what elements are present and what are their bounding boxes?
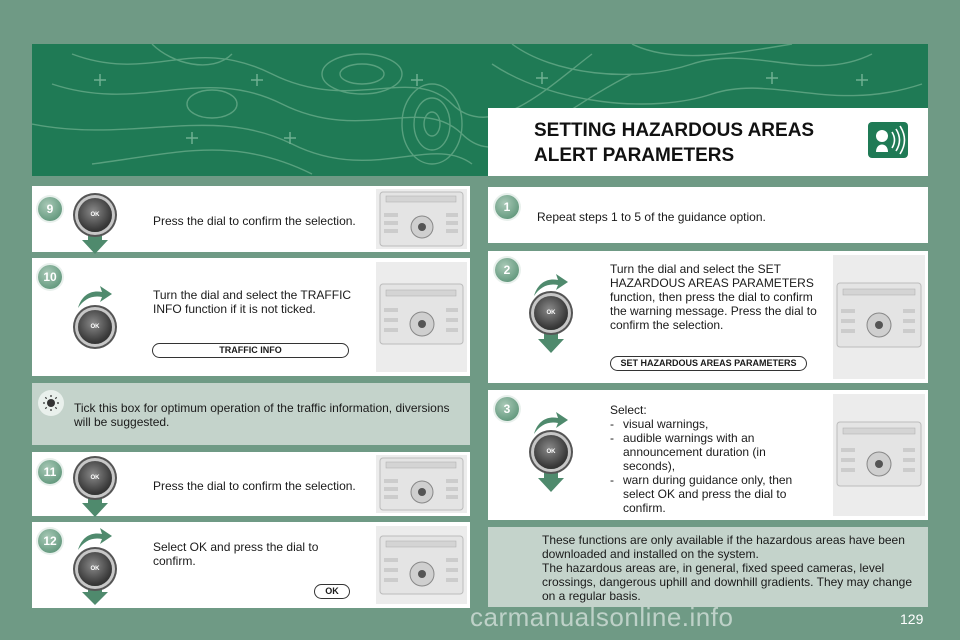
radio-panel-image	[376, 526, 467, 604]
step-number-badge: 3	[495, 397, 519, 421]
ok-dial[interactable]: OK	[78, 552, 112, 586]
voice-speaker-icon	[868, 122, 908, 158]
step-10-text: Turn the dial and select the TRAFFIC INFO function if it is not ticked.	[153, 288, 352, 316]
set-hazardous-areas-option[interactable]: SET HAZARDOUS AREAS PARAMETERS	[610, 356, 807, 371]
note-text	[542, 533, 912, 603]
watermark: carmanualsonline.info	[470, 602, 734, 632]
step-number-badge: 11	[38, 460, 62, 484]
lightbulb-icon	[38, 390, 64, 416]
step-1-text: Repeat steps 1 to 5 of the guidance option.	[537, 210, 766, 224]
radio-panel-image	[833, 394, 925, 516]
step-number-badge: 10	[38, 265, 62, 289]
step-number-badge: 12	[38, 529, 62, 553]
ok-option[interactable]: OK	[314, 584, 350, 599]
list-item: - audible warnings with an announcement duration (in seconds),	[610, 431, 770, 473]
tip-text: Tick this box for optimum operation of the traffic information, diversions will be suggested.	[74, 401, 450, 429]
step-3-list	[610, 417, 825, 515]
note-line-1: These functions are only available if the hazardous areas have been downloaded and installed on the system.	[542, 533, 905, 561]
title-line-1: SETTING HAZARDOUS AREAS	[534, 120, 815, 141]
step-number-badge: 9	[38, 197, 62, 221]
radio-panel-image	[376, 262, 467, 372]
ok-dial[interactable]: OK	[534, 435, 568, 469]
radio-panel-image	[833, 255, 925, 379]
step-number-badge: 2	[495, 258, 519, 282]
list-item: - visual warnings,	[610, 417, 825, 431]
traffic-info-option[interactable]: TRAFFIC INFO	[152, 343, 349, 358]
step-2-text: Turn the dial and select the SET HAZARDOUS AREAS PARAMETERS function, then press the dial to confirm the warning message. Press the dial to confirm the selection.	[610, 262, 817, 332]
page-title	[534, 118, 854, 168]
list-item: - warn during guidance only, then select OK and press the dial to confirm.	[610, 473, 810, 515]
title-line-2: ALERT PARAMETERS	[534, 145, 735, 166]
ok-dial[interactable]: OK	[78, 198, 112, 232]
radio-panel-image	[376, 455, 467, 513]
step-number-badge: 1	[495, 195, 519, 219]
radio-panel-image	[376, 189, 467, 249]
step-3-text	[610, 403, 825, 515]
ok-dial[interactable]: OK	[78, 461, 112, 495]
ok-dial[interactable]: OK	[534, 296, 568, 330]
ok-dial[interactable]: OK	[78, 310, 112, 344]
page-number: 129	[900, 611, 924, 627]
step-3-intro: Select:	[610, 403, 647, 417]
step-9-text: Press the dial to confirm the selection.	[153, 214, 356, 228]
note-line-2: The hazardous areas are, in general, fixed speed cameras, level crossings, dangerous uphill and downhill gradients. They may change on a regular basis.	[542, 561, 913, 603]
step-11-text: Press the dial to confirm the selection.	[153, 479, 356, 493]
step-12-text: Select OK and press the dial to confirm.	[153, 540, 319, 568]
